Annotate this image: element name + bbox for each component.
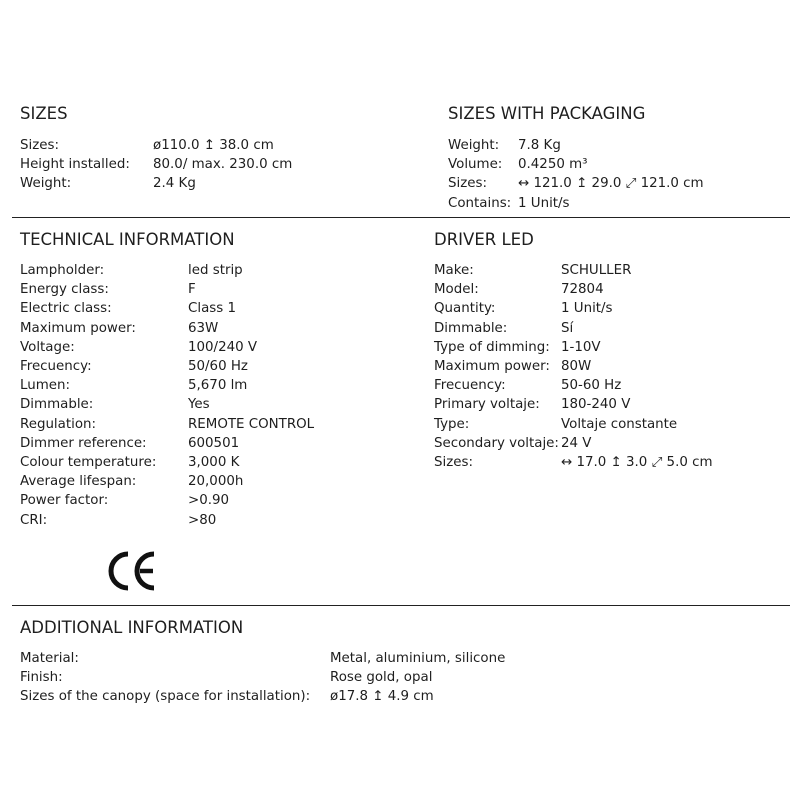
sizes-label: Height installed: xyxy=(20,157,130,173)
driver-value: SCHULLER xyxy=(561,263,632,278)
additional-label: Finish: xyxy=(20,670,63,686)
additional-value: ø17.8 ↥ 4.9 cm xyxy=(330,689,434,705)
driver-label: Model: xyxy=(434,282,479,298)
packaging-value: ↔ 121.0 ↥ 29.0 ⤢ 121.0 cm xyxy=(518,176,704,192)
driver-value: 1-10V xyxy=(561,339,601,355)
driver-label: Primary voltaje: xyxy=(434,397,540,413)
additional-label: Material: xyxy=(20,651,79,666)
technical-table xyxy=(20,261,314,530)
technical-value: 20,000h xyxy=(188,474,244,490)
driver-value: 180-240 V xyxy=(561,397,631,413)
driver-label: Type of dimming: xyxy=(434,339,550,355)
driver-table xyxy=(434,261,713,472)
driver-value: Voltaje constante xyxy=(561,416,678,432)
driver-label: Make: xyxy=(434,263,474,278)
sizes-label: Weight: xyxy=(20,176,72,192)
technical-label: Dimmer reference: xyxy=(20,435,147,451)
sizes-table xyxy=(20,136,292,194)
technical-value: F xyxy=(188,282,196,298)
driver-value: Sí xyxy=(561,320,574,336)
technical-label: Energy class: xyxy=(20,282,109,298)
packaging-value: 1 Unit/s xyxy=(518,195,570,211)
technical-value: 100/240 V xyxy=(188,339,258,355)
technical-label: Electric class: xyxy=(20,301,112,317)
technical-title: TECHNICAL INFORMATION xyxy=(20,230,235,249)
technical-label: Average lifespan: xyxy=(20,474,137,490)
driver-value: ↔ 17.0 ↥ 3.0 ⤢ 5.0 cm xyxy=(561,455,713,471)
packaging-label: Volume: xyxy=(448,157,503,173)
technical-value: 50/60 Hz xyxy=(188,359,248,375)
technical-label: Maximum power: xyxy=(20,320,136,336)
additional-title: ADDITIONAL INFORMATION xyxy=(20,618,244,637)
technical-label: Voltage: xyxy=(20,339,75,355)
packaging-label: Sizes: xyxy=(448,176,487,192)
technical-value: 5,670 lm xyxy=(188,378,248,394)
driver-value: 1 Unit/s xyxy=(561,301,613,317)
sizes-title: SIZES xyxy=(20,104,68,123)
technical-label: Lampholder: xyxy=(20,263,105,278)
additional-table xyxy=(20,649,505,707)
driver-label: Maximum power: xyxy=(434,359,550,375)
driver-label: Type: xyxy=(434,416,470,432)
technical-value: >0.90 xyxy=(188,493,230,509)
driver-value: 72804 xyxy=(561,282,604,298)
additional-label: Sizes of the canopy (space for installation): xyxy=(20,689,311,705)
technical-label: Colour temperature: xyxy=(20,455,157,471)
technical-value: 3,000 K xyxy=(188,455,240,471)
driver-label: Dimmable: xyxy=(434,320,508,336)
additional-value: Rose gold, opal xyxy=(330,670,433,686)
driver-title: DRIVER LED xyxy=(434,230,534,249)
additional-value: Metal, aluminium, silicone xyxy=(330,651,506,666)
packaging-label: Weight: xyxy=(448,138,500,153)
packaging-value: 0.4250 m³ xyxy=(518,157,588,173)
technical-value: led strip xyxy=(188,263,243,278)
ce-mark-icon xyxy=(104,548,158,594)
driver-value: 50-60 Hz xyxy=(561,378,622,394)
packaging-value: 7.8 Kg xyxy=(518,138,561,153)
sizes-label: Sizes: xyxy=(20,138,59,153)
driver-label: Secondary voltaje: xyxy=(434,435,559,451)
section-divider xyxy=(12,217,790,218)
driver-value: 80W xyxy=(561,359,592,375)
driver-label: Sizes: xyxy=(434,455,473,471)
technical-value: Class 1 xyxy=(188,301,237,317)
technical-label: Power factor: xyxy=(20,493,109,509)
packaging-table xyxy=(448,136,704,213)
packaging-title: SIZES WITH PACKAGING xyxy=(448,104,646,123)
technical-value: >80 xyxy=(188,512,217,528)
technical-label: Dimmable: xyxy=(20,397,94,413)
technical-label: Frecuency: xyxy=(20,359,92,375)
technical-label: Lumen: xyxy=(20,378,70,394)
technical-value: 63W xyxy=(188,320,219,336)
driver-label: Quantity: xyxy=(434,301,496,317)
packaging-label: Contains: xyxy=(448,195,512,211)
technical-value: 600501 xyxy=(188,435,240,451)
section-divider xyxy=(12,605,790,606)
sizes-value: 2.4 Kg xyxy=(153,176,196,192)
technical-label: CRI: xyxy=(20,512,48,528)
sizes-value: 80.0/ max. 230.0 cm xyxy=(153,157,293,173)
sizes-value: ø110.0 ↥ 38.0 cm xyxy=(153,138,274,153)
technical-value: REMOTE CONTROL xyxy=(188,416,315,432)
driver-value: 24 V xyxy=(561,435,592,451)
driver-label: Frecuency: xyxy=(434,378,506,394)
technical-label: Regulation: xyxy=(20,416,97,432)
technical-value: Yes xyxy=(188,397,210,413)
